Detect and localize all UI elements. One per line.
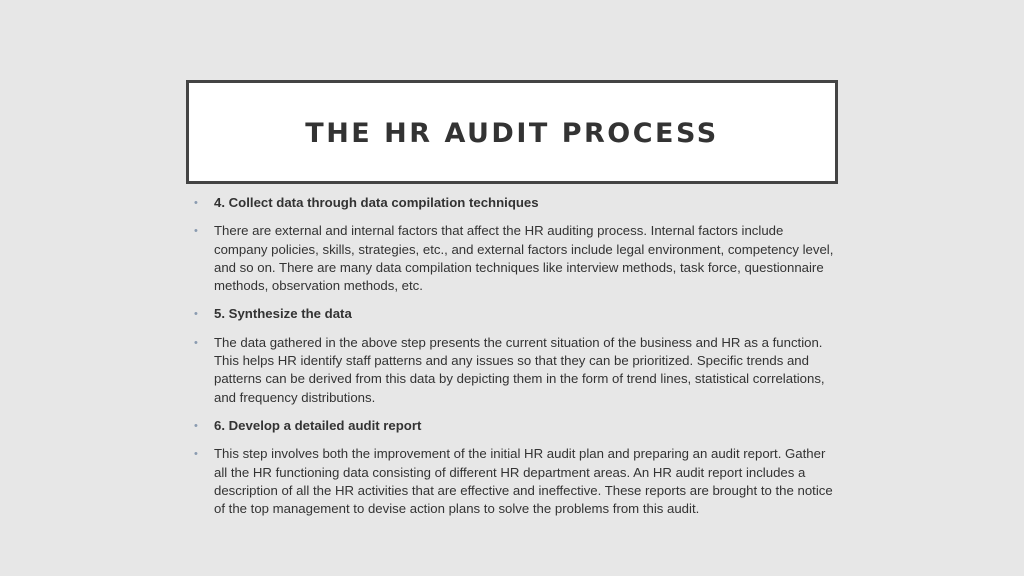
bullet-dot-icon: • — [194, 197, 198, 209]
bullet-body-collect-data — [194, 222, 834, 295]
bullet-heading-collect-data — [194, 194, 834, 212]
slide-title: THE HR AUDIT PROCESS — [305, 117, 719, 149]
bullet-text: This step involves both the improvement of the initial HR audit plan and preparing an audit report. Gather all the HR functioning data consisting of different HR department areas. An HR audit report includes a description of all the HR activities that are effective and ineffective. These reports are brought to the notice of the top management to devise action plans to solve the problems from this audit. — [214, 446, 833, 517]
bullet-body-audit-report — [194, 445, 834, 518]
bullet-dot-icon: • — [194, 308, 198, 321]
bullet-heading-synthesize — [194, 305, 834, 323]
bullet-text: 5. Synthesize the data — [214, 306, 352, 322]
bullet-dot-icon: • — [194, 225, 198, 238]
bullet-dot-icon: • — [194, 419, 198, 432]
bullet-dot-icon: • — [194, 336, 198, 349]
bullet-text: 6. Develop a detailed audit report — [214, 417, 422, 433]
bullet-text: 4. Collect data through data compilation techniques — [214, 195, 539, 210]
bullet-dot-icon: • — [194, 448, 198, 461]
bullet-text: The data gathered in the above step presents the current situation of the business and HR as a function. This helps HR identify staff patterns and any issues so that they can be prioritized. Specific trends and patterns can be derived from this data by depicting them in the form of trend lines, statistical correlations, and frequency distributions. — [214, 334, 825, 405]
bullet-heading-audit-report — [194, 417, 834, 435]
bullet-body-synthesize — [194, 334, 834, 407]
title-box — [186, 80, 838, 184]
slide-content — [194, 194, 834, 528]
bullet-text: There are external and internal factors that affect the HR auditing process. Internal factors include company policies, skills, strategies, etc., and external factors include legal environment, competency level, and so on. There are many data compilation techniques like interview methods, task force, questionnaire methods, observation methods, etc. — [214, 223, 834, 294]
